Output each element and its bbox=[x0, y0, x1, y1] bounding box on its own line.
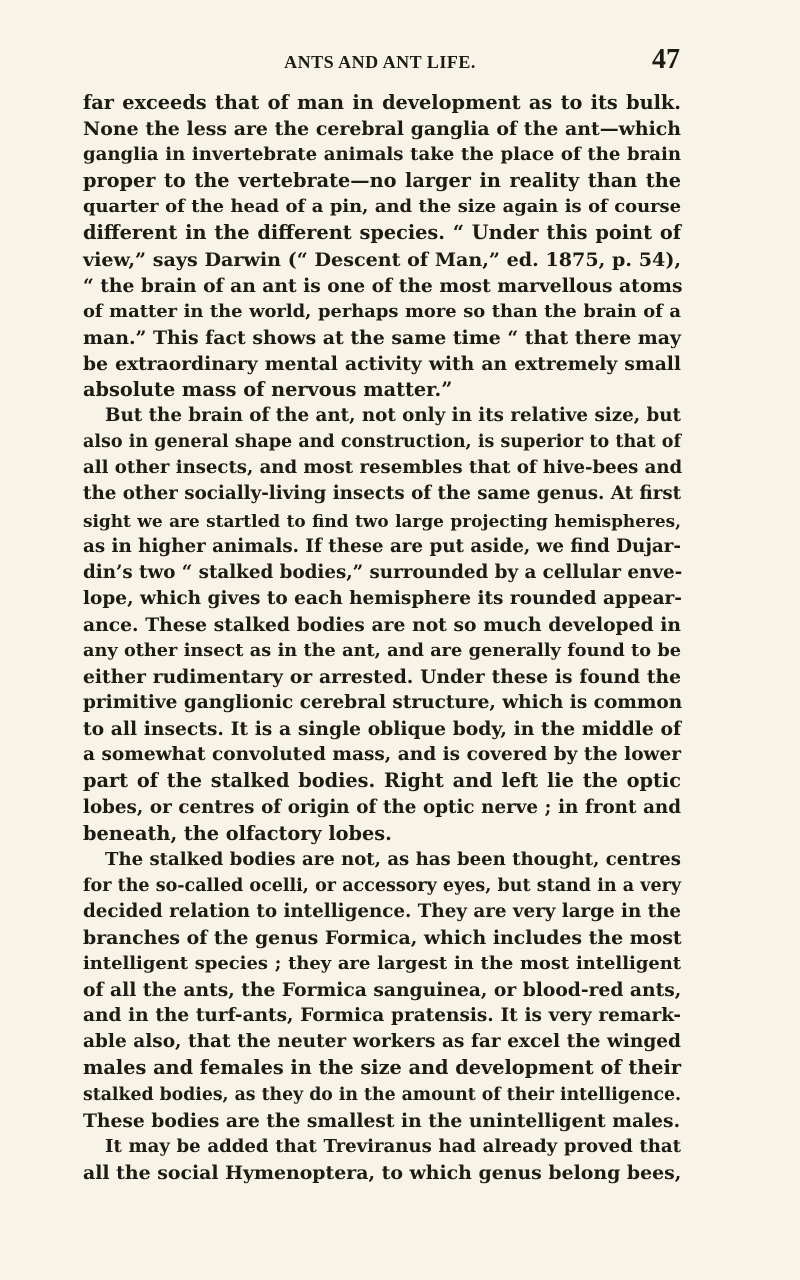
text-line: primitive ganglionic cerebral structure, which is common bbox=[83, 692, 683, 714]
text-line: The stalked bodies are not, as has been thought, centres bbox=[105, 848, 681, 870]
text-line: able also, that the neuter workers as far excel the winged bbox=[83, 1031, 681, 1053]
page-header bbox=[80, 46, 680, 78]
text-line: a somewhat convoluted mass, and is covered by the lower bbox=[83, 744, 681, 766]
text-line: of all the ants, the Formica sanguinea, or blood-red ants, bbox=[83, 979, 682, 1002]
text-line: either rudimentary or arrested. Under these is found the bbox=[83, 666, 681, 689]
text-line: any other insect as in the ant, and are generally found to be bbox=[83, 639, 681, 661]
text-line: the other socially-living insects of the same genus. At first bbox=[83, 483, 682, 505]
text-line: lope, which gives to each hemisphere its rounded appear- bbox=[83, 587, 682, 609]
text-line: But the brain of the ant, not only in its relative size, but bbox=[105, 405, 681, 427]
text-line: beneath, the olfactory lobes. bbox=[83, 821, 392, 845]
text-line: also in general shape and construction, is superior to that of bbox=[83, 432, 681, 453]
text-line: lobes, or centres of origin of the optic nerve ; in front and bbox=[83, 796, 681, 818]
text-line: to all insects. It is a single oblique body, in the middle of bbox=[83, 718, 681, 741]
text-line: sight we are startled to find two large projecting hemispheres, bbox=[83, 510, 681, 531]
text-line: part of the stalked bodies. Right and left lie the optic bbox=[83, 769, 681, 793]
text-line: “ the brain of an ant is one of the most marvellous atoms bbox=[83, 274, 683, 297]
text-line: stalked bodies, as they do in the amount of their intelligence. bbox=[83, 1084, 681, 1105]
running-head: ANTS AND ANT LIFE. bbox=[284, 52, 476, 72]
text-line: These bodies are the smallest in the unintelligent males. bbox=[83, 1109, 681, 1132]
text-line: as in higher animals. If these are put aside, we find Dujar- bbox=[83, 535, 681, 557]
text-line: all the social Hymenoptera, to which genus belong bees, bbox=[83, 1161, 682, 1184]
text-line: decided relation to intelligence. They are very large in the bbox=[83, 900, 681, 922]
text-line: of matter in the world, perhaps more so than the brain of a bbox=[83, 300, 681, 322]
text-line: all other insects, and most resembles that of hive-bees and bbox=[83, 457, 683, 479]
text-line: far exceeds that of man in development as to its bulk. bbox=[83, 91, 681, 114]
text-line: din’s two “ stalked bodies,” surrounded by a cellular enve- bbox=[83, 561, 683, 583]
text-line: man.” This fact shows at the same time “ that there may bbox=[83, 326, 681, 349]
page-number: 47 bbox=[652, 44, 680, 75]
text-line: None the less are the cerebral ganglia of the ant—which bbox=[83, 118, 681, 141]
text-line: and in the turf-ants, Formica pratensis. It is very remark- bbox=[83, 1005, 681, 1027]
text-line: males and females in the size and development of their bbox=[83, 1056, 681, 1080]
text-line: It may be added that Treviranus had already proved that bbox=[105, 1135, 681, 1157]
body-text bbox=[83, 90, 681, 1186]
text-line: branches of the genus Formica, which includes the most bbox=[83, 927, 682, 949]
text-line: be extraordinary mental activity with an extremely small bbox=[83, 352, 681, 375]
text-line: ance. These stalked bodies are not so much developed in bbox=[83, 613, 681, 636]
text-line: ganglia in invertebrate animals take the place of the brain bbox=[83, 144, 681, 166]
text-line: view,” says Darwin (“ Descent of Man,” ed. 1875, p. 54), bbox=[83, 247, 681, 271]
text-line: intelligent species ; they are largest in the most intelligent bbox=[83, 953, 681, 975]
text-line: absolute mass of nervous matter.” bbox=[83, 378, 453, 402]
text-line: proper to the vertebrate—no larger in reality than the bbox=[83, 169, 681, 193]
text-line: for the so-called ocelli, or accessory eyes, but stand in a very bbox=[83, 875, 681, 896]
text-line: different in the different species. “ Under this point of bbox=[83, 221, 681, 245]
text-line: quarter of the head of a pin, and the size again is of course bbox=[83, 196, 681, 218]
